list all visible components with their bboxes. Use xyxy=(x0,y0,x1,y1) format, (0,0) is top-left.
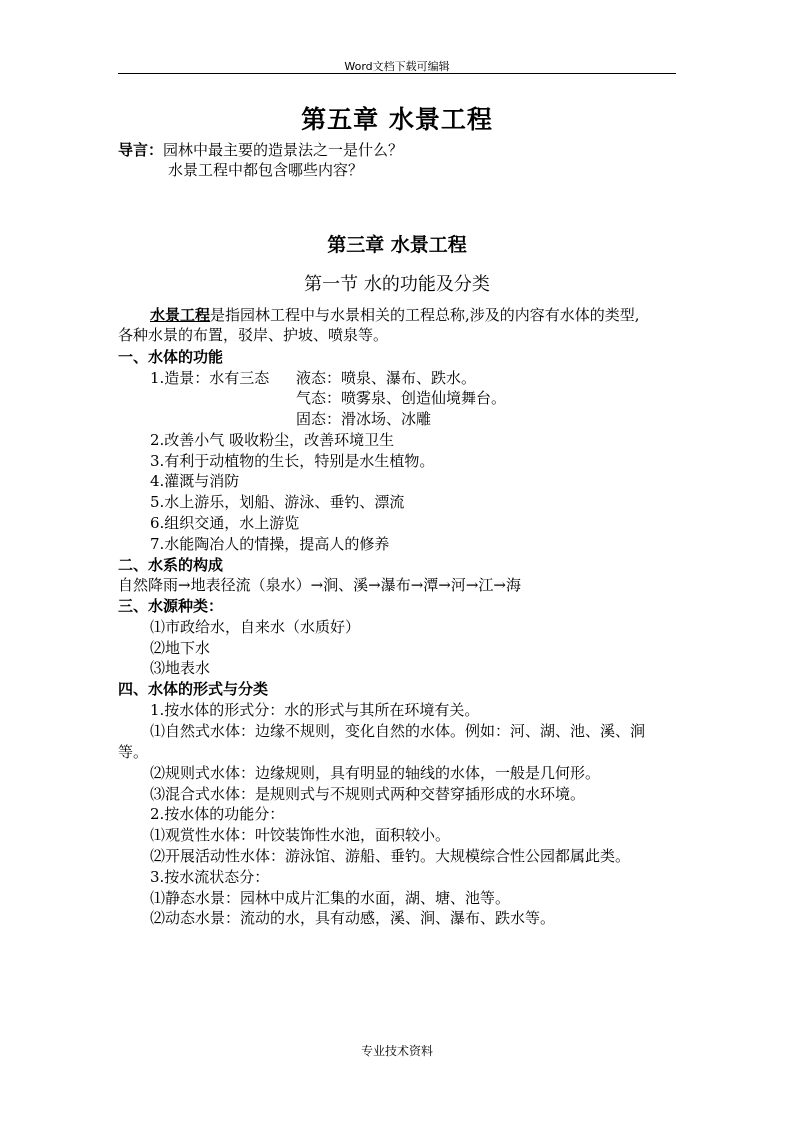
list-item: 4.灌溉与消防 xyxy=(150,472,240,490)
intro-question-1: 园林中最主要的造景法之一是什么？ xyxy=(163,141,404,159)
list-item: 3.有利于动植物的生长，特别是水生植物。 xyxy=(150,452,435,470)
page-header: Word文档下载可编辑 xyxy=(344,60,450,73)
paragraph-term: 水景工程 xyxy=(150,306,211,324)
list-item: 1.造景：水有三态 xyxy=(150,369,270,387)
list-item: ⑵规则式水体：边缘规则，具有明显的轴线的水体，一般是几何形。 xyxy=(150,764,601,782)
list-item: ⑶地表水 xyxy=(150,659,211,677)
paragraph-line-1 xyxy=(150,305,640,325)
list-item: 1.按水体的形式分：水的形式与其所在环境有关。 xyxy=(150,701,480,719)
list-item: 固态：滑冰场、冰雕 xyxy=(296,410,432,428)
section-heading: 第一节 水的功能及分类 xyxy=(304,274,490,295)
list-item: 液态：喷泉、瀑布、跌水。 xyxy=(296,369,477,387)
list-item: ⑵地下水 xyxy=(150,639,211,657)
chapter-heading: 第三章 水景工程 xyxy=(327,234,467,256)
list-item: ⑴市政给水，自来水（水质好） xyxy=(150,618,361,636)
intro-question-2: 水景工程中都包含哪些内容？ xyxy=(168,161,364,179)
intro-label: 导言： xyxy=(118,141,164,159)
list-item: ⑵开展活动性水体：游泳馆、游船、垂钓。大规模综合性公园都属此类。 xyxy=(150,847,631,865)
list-item: ⑴自然式水体：边缘不规则，变化自然的水体。例如：河、湖、池、溪、涧 xyxy=(150,722,646,740)
heading-water-system: 二、水系的构成 xyxy=(118,556,224,574)
water-flow-chain: 自然降雨→地表径流（泉水）→涧、溪→瀑布→潭→河→江→海 xyxy=(118,576,521,594)
list-item: 7.水能陶冶人的情操，提高人的修养 xyxy=(150,535,390,553)
list-item: ⑴观赏性水体：叶饺装饰性水池，面积较小。 xyxy=(150,826,451,844)
heading-water-forms: 四、水体的形式与分类 xyxy=(118,680,269,698)
list-item: ⑶混合式水体：是规则式与不规则式两种交替穿插形成的水环境。 xyxy=(150,785,586,803)
paragraph-line-2: 各种水景的布置，驳岸、护坡、喷泉等。 xyxy=(118,326,389,344)
list-item: 等。 xyxy=(118,743,149,761)
list-item: 3.按水流状态分： xyxy=(150,868,270,886)
list-item: 2.改善小气 吸收粉尘，改善环境卫生 xyxy=(150,431,395,449)
list-item: ⑵动态水景：流动的水，具有动感，溪、涧、瀑布、跌水等。 xyxy=(150,909,556,927)
list-item: 气态：喷雾泉、创造仙境舞台。 xyxy=(296,389,507,407)
page-footer: 专业技术资料 xyxy=(360,1044,433,1058)
list-item: 2.按水体的功能分： xyxy=(150,805,285,823)
intro-line-1 xyxy=(118,140,403,160)
page-title: 第五章 水景工程 xyxy=(301,105,493,134)
list-item: 5.水上游乐，划船、游泳、垂钓、漂流 xyxy=(150,493,405,511)
heading-water-sources: 三、水源种类： xyxy=(118,597,224,615)
heading-water-functions: 一、水体的功能 xyxy=(118,348,224,366)
paragraph-text-1: 是指园林工程中与水景相关的工程总称,涉及的内容有水体的类型, xyxy=(210,306,640,324)
list-item: ⑴静态水景：园林中成片汇集的水面，湖、塘、池等。 xyxy=(150,889,511,907)
list-item: 6.组织交通，水上游览 xyxy=(150,514,300,532)
header-divider xyxy=(118,73,676,74)
